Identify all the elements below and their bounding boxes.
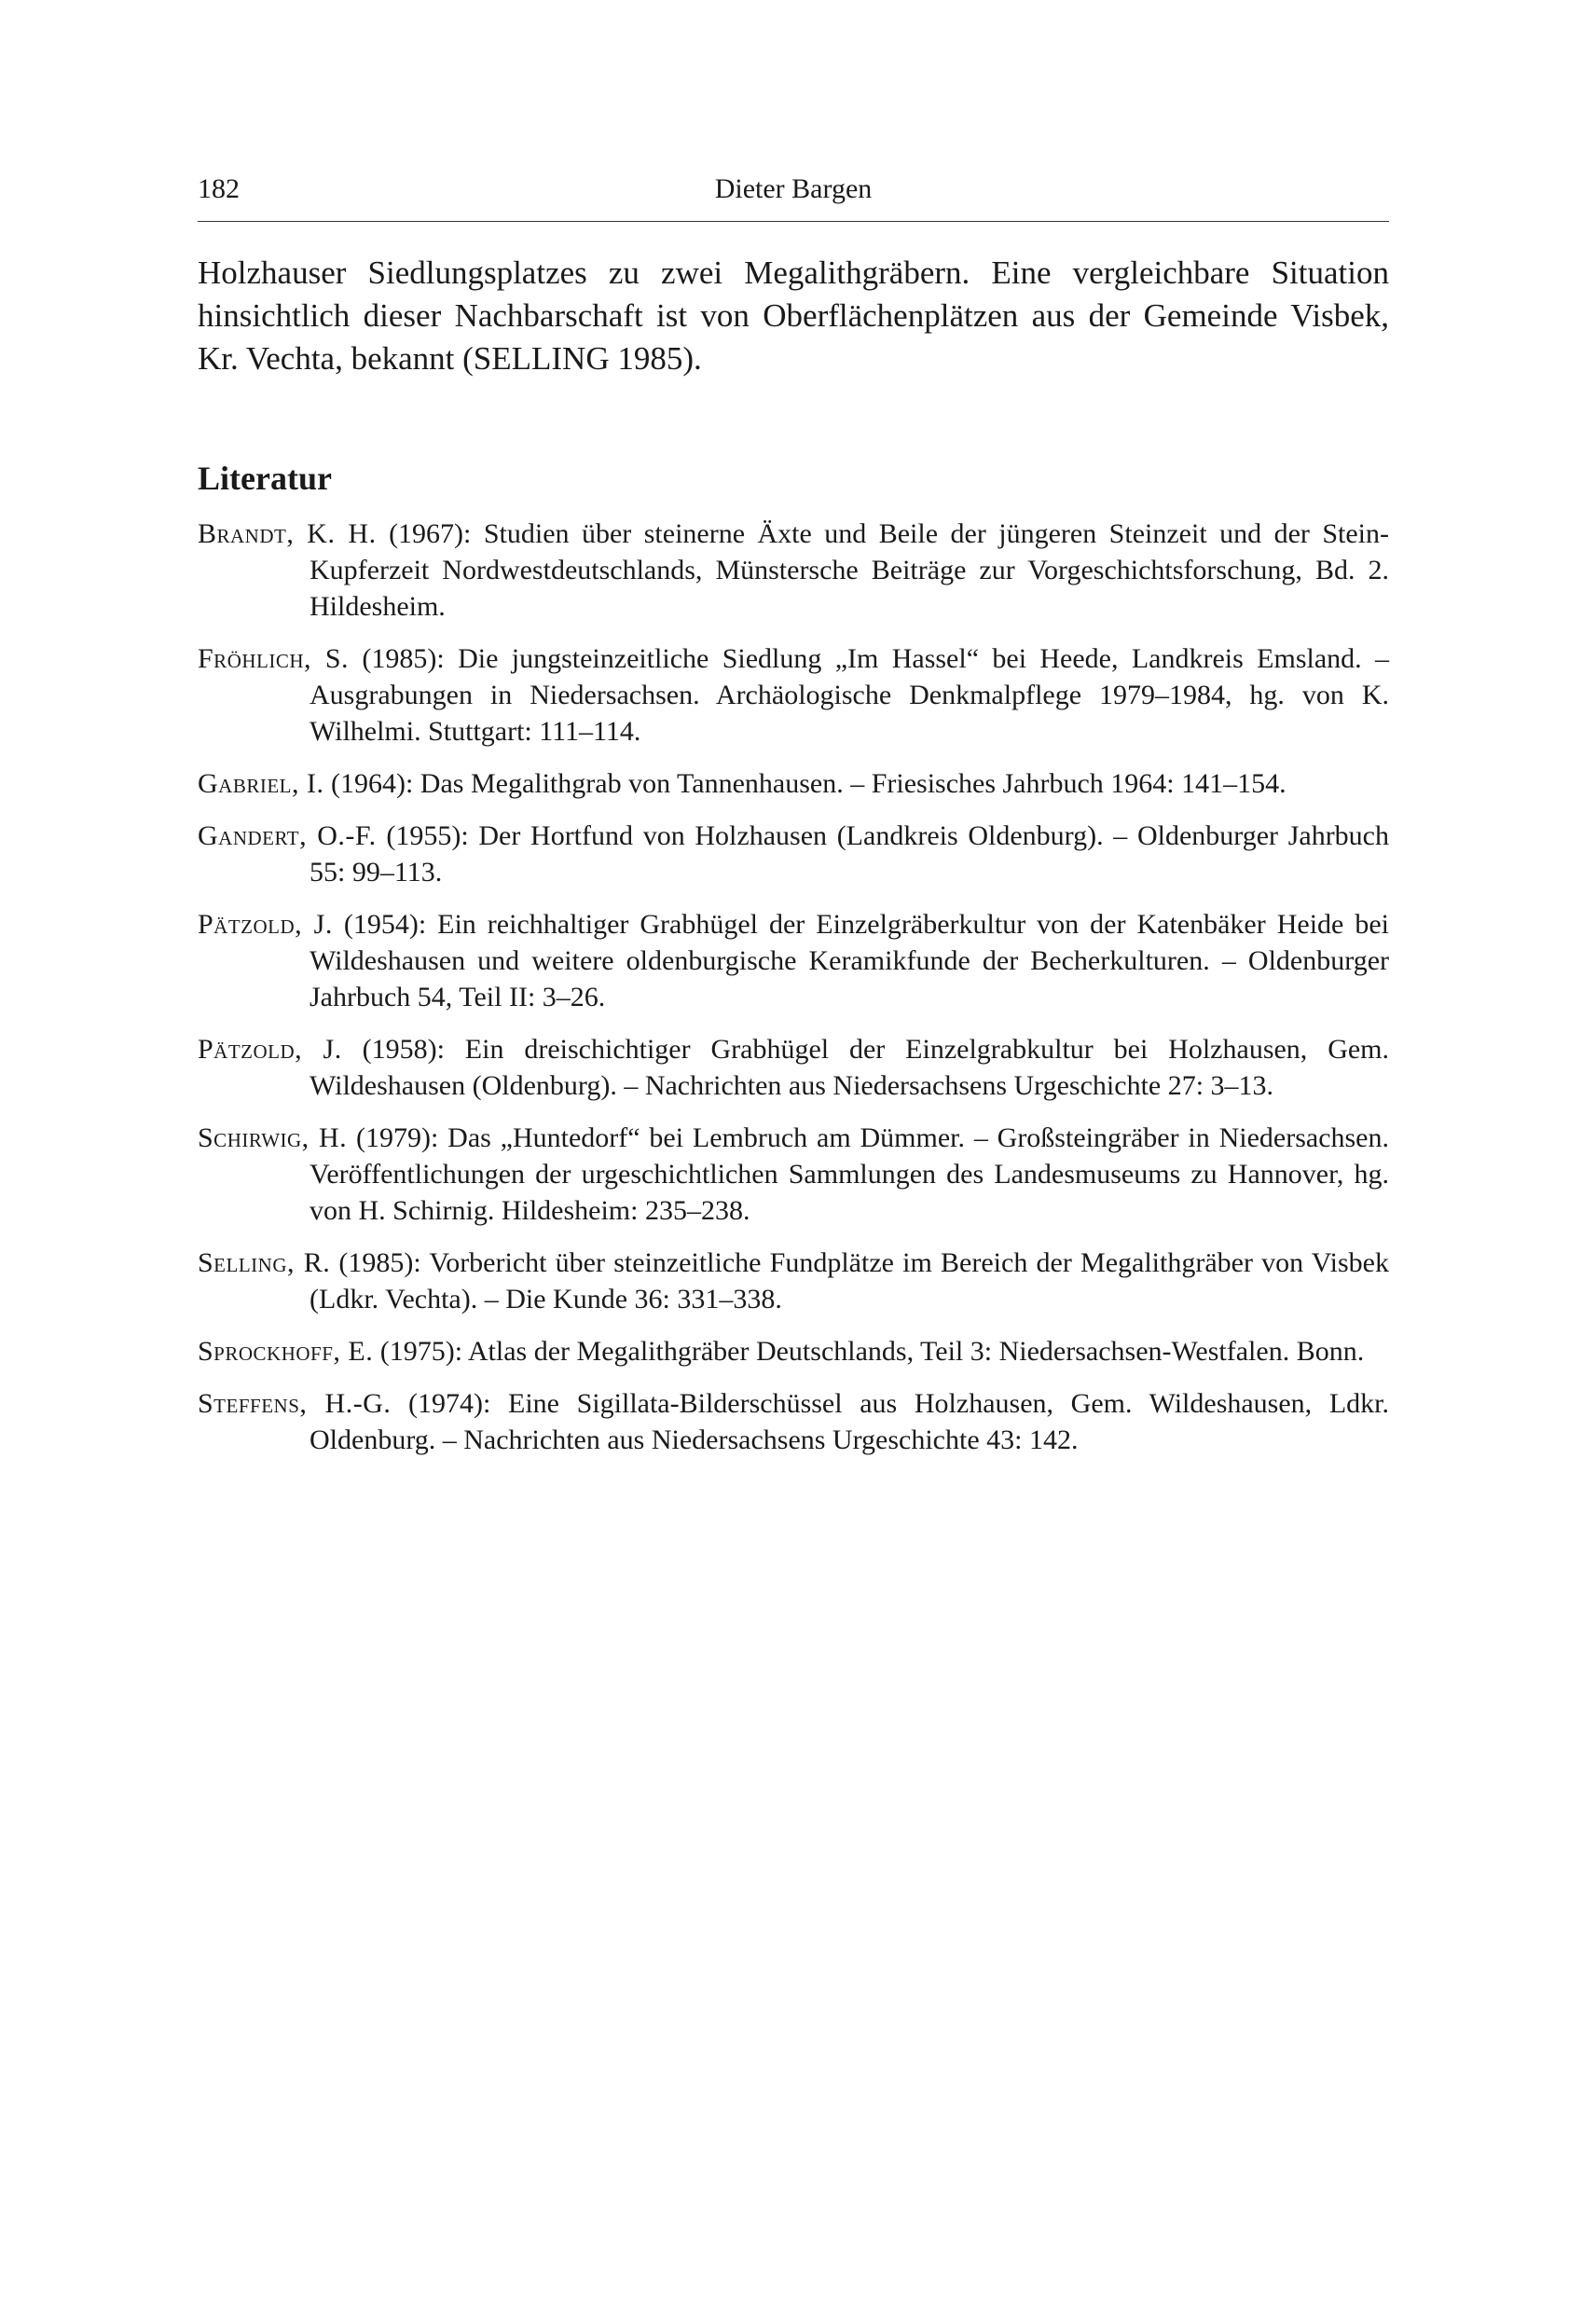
bibliography-entry-paetzold-1958 [198, 1031, 1389, 1104]
bibliography-entry-schirwig-1979 [198, 1120, 1389, 1229]
entry-author: Fröhlich, S. [198, 643, 350, 674]
bibliography-entry-brandt-1967 [198, 516, 1389, 625]
bibliography-entry-gandert-1955 [198, 818, 1389, 890]
document-page [198, 0, 1389, 2312]
entry-text: (1975): Atlas der Megalithgräber Deutschlands, Teil 3: Niedersachsen-Westfalen. Bonn. [373, 1336, 1365, 1367]
intro-paragraph: Holzhauser Siedlungsplatzes zu zwei Megalithgräbern. Eine vergleichbare Situation hinsichtlich dieser Nachbarschaft ist von Oberflächenplätzen aus der Gemeinde Visbek, Kr. Vechta, bekannt (SELLING 1985). [198, 255, 1389, 377]
entry-text: (1958): Ein dreischichtiger Grabhügel der Einzelgrabkultur bei Holzhausen, Gem. Wildeshausen (Oldenburg). – Nachrichten aus Niedersachsens Urgeschichte 27: 3–13. [310, 1034, 1390, 1101]
entry-text: (1974): Eine Sigillata-Bilderschüssel aus Holzhausen, Gem. Wildeshausen, Ldkr. Oldenburg. – Nachrichten aus Niedersachsens Urgeschichte 43: 142. [310, 1388, 1389, 1455]
bibliography-entry-steffens-1974 [198, 1385, 1389, 1458]
entry-author: Schirwig, H. [198, 1122, 348, 1153]
entry-author: Brandt, K. H. [198, 518, 377, 549]
header-rule [198, 221, 1389, 222]
entry-author: Sprockhoff, E. [198, 1336, 374, 1367]
page-number: 182 [198, 173, 240, 204]
section-heading-literatur: Literatur [198, 460, 332, 497]
entry-text: (1979): Das „Huntedorf“ bei Lembruch am Dümmer. – Großsteingräber in Niedersachsen. Veröffentlichungen der urgeschichtlichen Sammlungen des Landesmuseums zu Hannover, hg. von H. Schirnig. Hildesheim: 235–238. [310, 1122, 1389, 1226]
entry-text: (1954): Ein reichhaltiger Grabhügel der Einzelgräberkultur von der Katenbäker Heide bei Wildeshausen und weitere oldenburgische Keramikfunde der Becherkulturen. – Oldenburger Jahrbuch 54, Teil II: 3–26. [310, 909, 1389, 1012]
running-title: Dieter Bargen [714, 173, 873, 204]
entry-text: (1967): Studien über steinerne Äxte und Beile der jüngeren Steinzeit und der Stein-Kupferzeit Nordwestdeutschlands, Münstersche Beiträge zur Vorgeschichtsforschung, Bd. 2. Hildesheim. [310, 518, 1390, 622]
entry-author: Steffens, H.-G. [198, 1388, 392, 1419]
entry-text: (1985): Vorbericht über steinzeitliche Fundplätze im Bereich der Megalithgräber von Visbek (Ldkr. Vechta). – Die Kunde 36: 331–338. [310, 1247, 1389, 1314]
bibliography-entry-paetzold-1954 [198, 906, 1389, 1015]
bibliography-list [198, 516, 1389, 1474]
entry-author: Gandert, O.-F. [198, 820, 377, 851]
entry-author: Gabriel, I. [198, 768, 324, 799]
running-head [198, 168, 1389, 211]
bibliography-entry-selling-1985 [198, 1245, 1389, 1317]
entry-text: (1985): Die jungsteinzeitliche Siedlung „Im Hassel“ bei Heede, Landkreis Emsland. – Ausgrabungen in Niedersachsen. Archäologische Denkmalpflege 1979–1984, hg. von K. Wilhelmi. Stuttgart: 111–114. [310, 643, 1389, 747]
entry-text: (1955): Der Hortfund von Holzhausen (Landkreis Oldenburg). – Oldenburger Jahrbuch 55: 99–113. [310, 820, 1390, 888]
entry-author: Pätzold, J. [198, 1034, 342, 1065]
bibliography-entry-froehlich-1985 [198, 640, 1389, 750]
bibliography-entry-gabriel-1964 [198, 765, 1389, 802]
entry-text: (1964): Das Megalithgrab von Tannenhausen. – Friesisches Jahrbuch 1964: 141–154. [323, 768, 1286, 799]
entry-author: Pätzold, J. [198, 909, 333, 940]
entry-author: Selling, R. [198, 1247, 331, 1278]
bibliography-entry-sprockhoff-1975 [198, 1333, 1389, 1369]
